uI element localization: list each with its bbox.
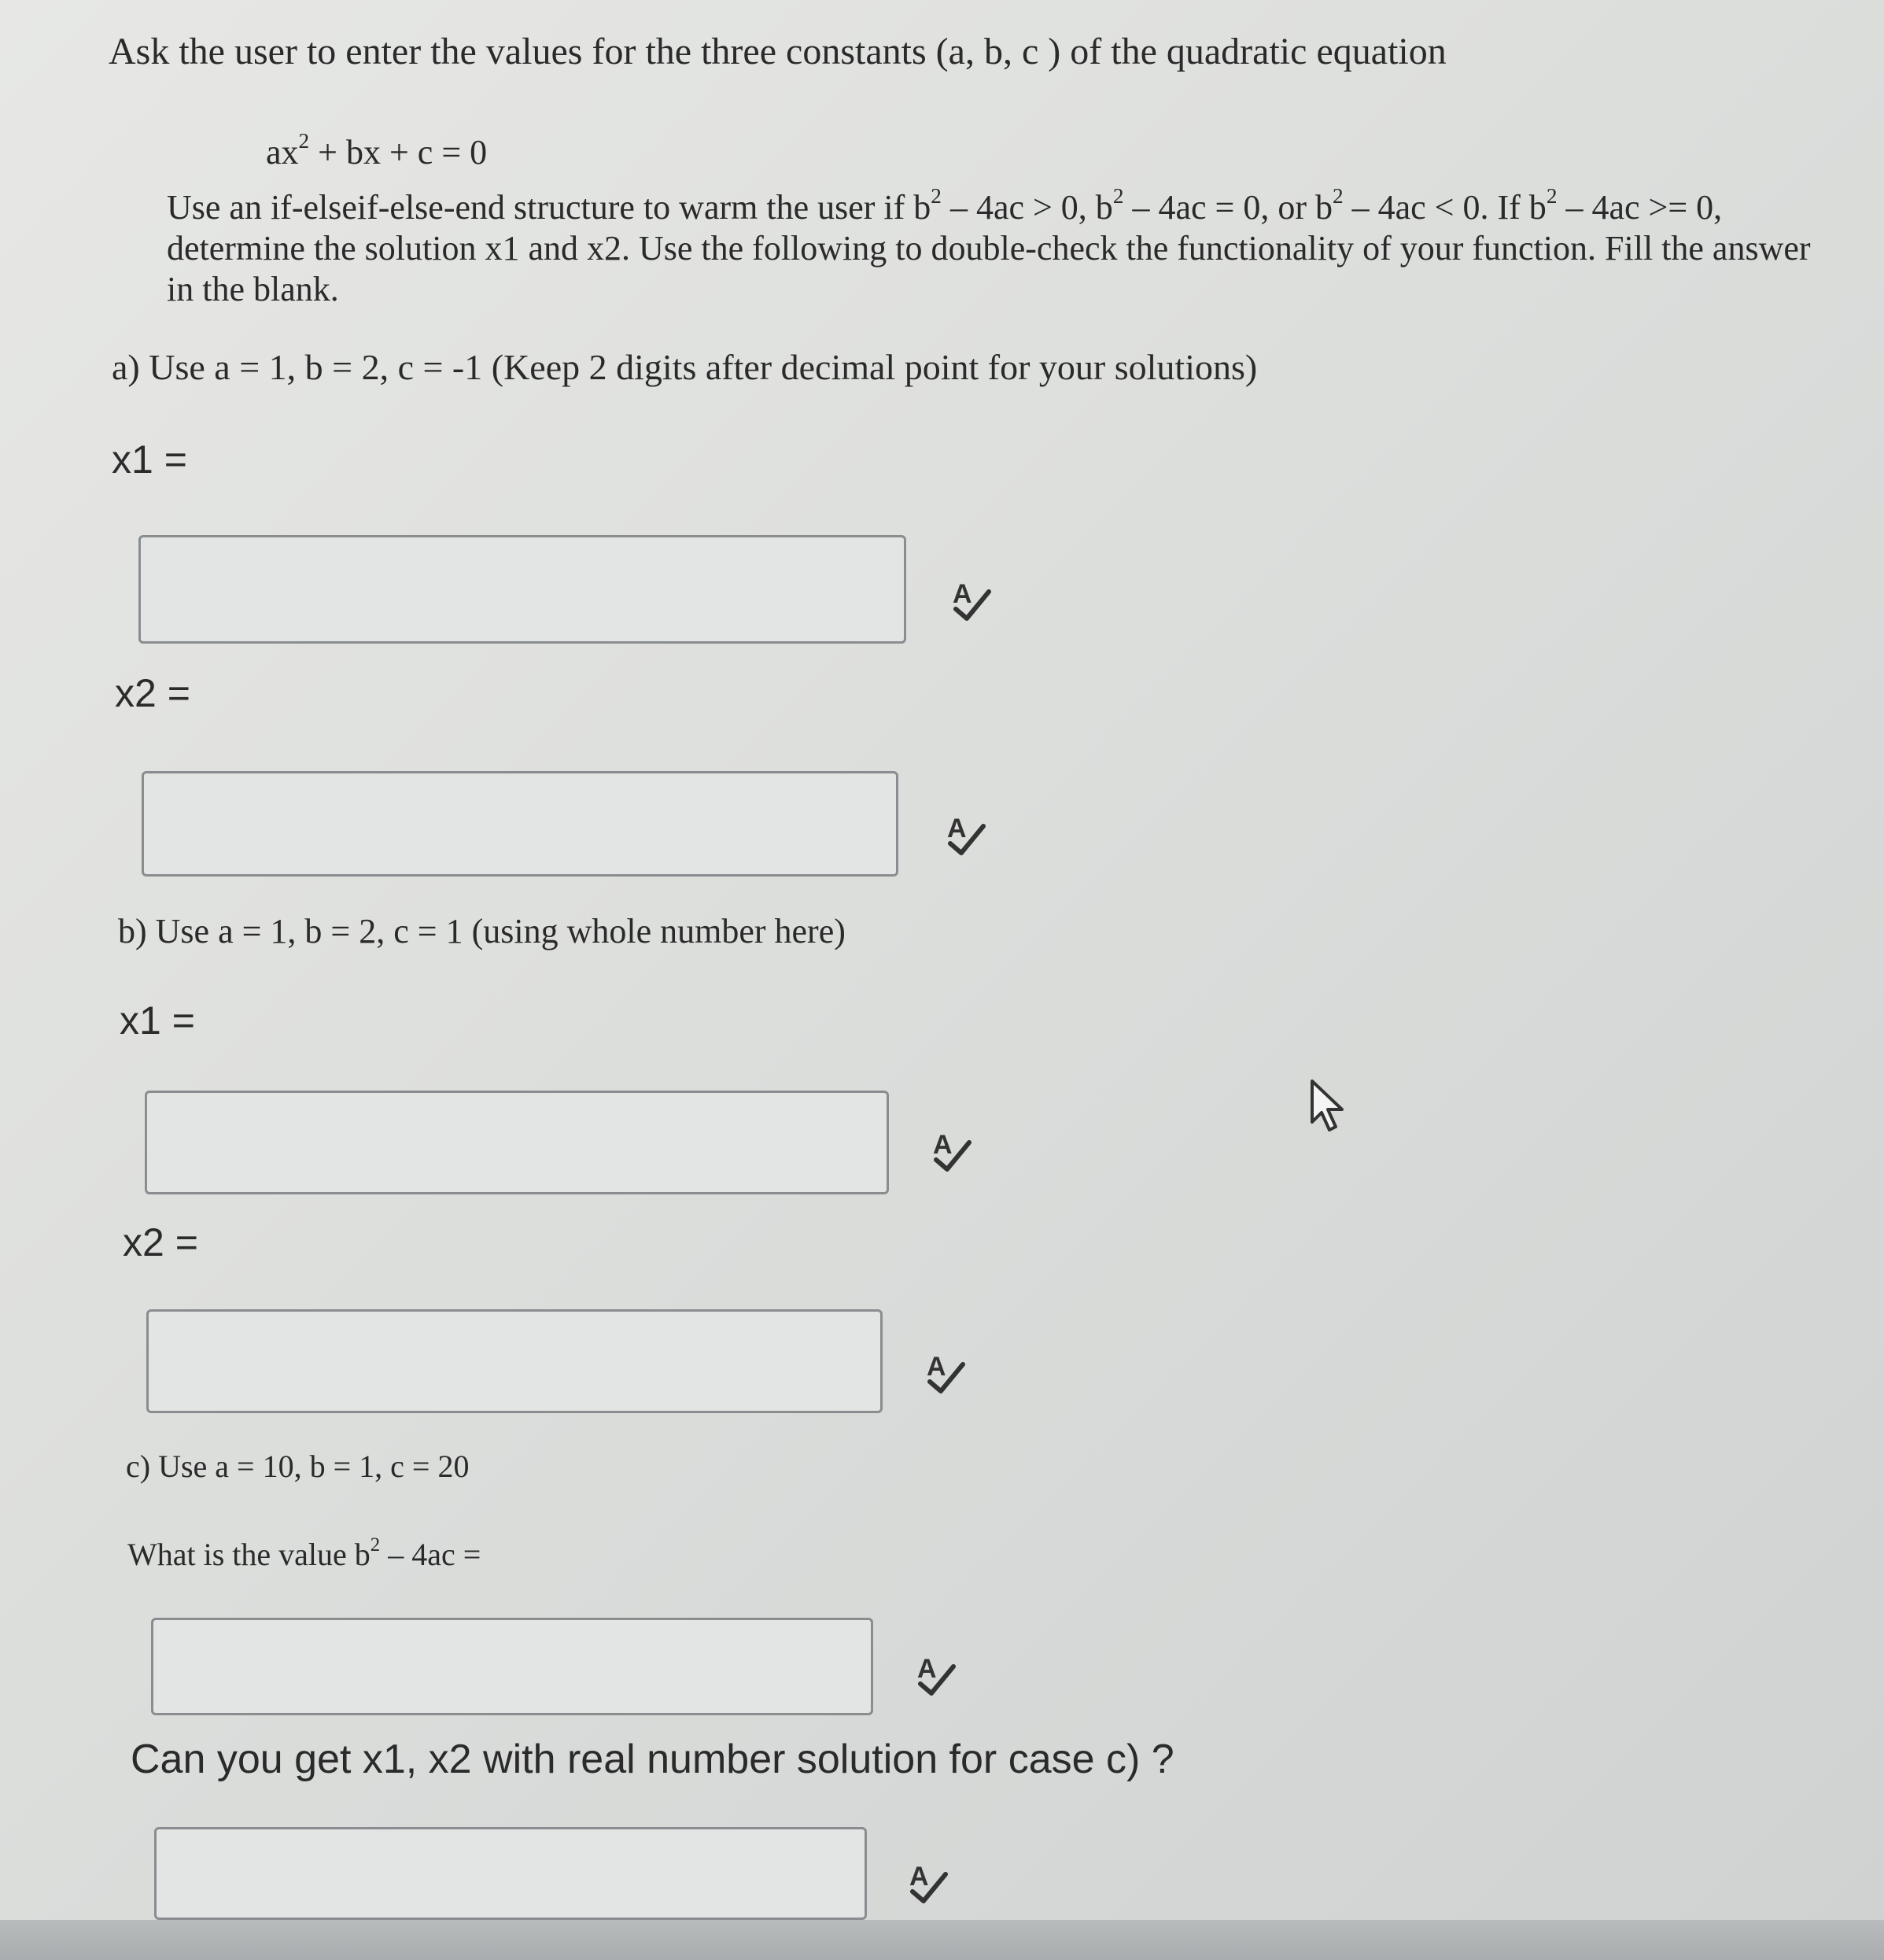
part-b-label: b) Use a = 1, b = 2, c = 1 (using whole number here): [118, 912, 846, 950]
disc-post: – 4ac =: [380, 1537, 481, 1572]
svg-text:A: A: [933, 1130, 953, 1160]
part-b-x2-input[interactable]: [146, 1309, 883, 1413]
part-b-x2-label: x2 =: [123, 1220, 198, 1264]
part-c-discriminant-input[interactable]: [151, 1618, 873, 1715]
part-c-real-solution-input[interactable]: [154, 1827, 867, 1920]
quadratic-equation: [266, 129, 488, 172]
instr-text-4: – 4ac < 0. If b: [1343, 188, 1547, 227]
part-c-label: c) Use a = 10, b = 1, c = 20: [126, 1449, 470, 1484]
svg-text:A: A: [953, 579, 972, 609]
instr-sup-4: 2: [1546, 184, 1558, 209]
screen-bottom-edge: [0, 1920, 1884, 1960]
real-solution-question: Can you get x1, x2 with real number solution for case c) ?: [131, 1737, 1174, 1782]
instructions-paragraph: [167, 184, 1834, 310]
spellcheck-icon[interactable]: [928, 1125, 975, 1176]
spellcheck-icon[interactable]: [913, 1649, 960, 1700]
svg-text:A: A: [909, 1862, 929, 1892]
instr-text-5: – 4ac >= 0, determine the solution x1 and x2. Use the following to double-check the functionality of your function. Fill the answer in the blank.: [167, 188, 1811, 308]
disc-sup: 2: [370, 1534, 381, 1556]
disc-pre: What is the value b: [127, 1537, 371, 1572]
spellcheck-icon[interactable]: [942, 809, 990, 859]
equation-pre: ax: [266, 133, 299, 172]
instr-text-3: – 4ac = 0, or b: [1123, 188, 1333, 227]
question-intro: Ask the user to enter the values for the three constants (a, b, c ) of the quadratic equation: [109, 31, 1447, 72]
equation-post: + bx + c = 0: [309, 133, 488, 172]
equation-exponent: 2: [298, 129, 310, 153]
instr-sup-1: 2: [931, 184, 942, 209]
part-b-x1-label: x1 =: [120, 998, 195, 1043]
instr-text-2: – 4ac > 0, b: [941, 188, 1113, 227]
mouse-pointer-icon: [1307, 1078, 1348, 1135]
part-a-x2-label: x2 =: [115, 671, 190, 715]
discriminant-question: [127, 1536, 481, 1573]
svg-text:A: A: [947, 814, 967, 843]
part-a-label: a) Use a = 1, b = 2, c = -1 (Keep 2 digits after decimal point for your solutions): [112, 347, 1258, 387]
spellcheck-icon[interactable]: [922, 1347, 969, 1397]
part-a-x1-input[interactable]: [138, 535, 906, 644]
instr-sup-3: 2: [1332, 184, 1344, 209]
spellcheck-icon[interactable]: [948, 574, 995, 625]
instr-sup-2: 2: [1112, 184, 1124, 209]
svg-text:A: A: [927, 1352, 946, 1382]
spellcheck-icon[interactable]: [905, 1857, 952, 1907]
svg-text:A: A: [917, 1654, 937, 1684]
part-b-x1-input[interactable]: [145, 1091, 889, 1194]
instr-text-1: Use an if-elseif-else-end structure to warm the user if b: [167, 188, 931, 227]
part-a-x2-input[interactable]: [142, 771, 898, 877]
part-a-x1-label: x1 =: [112, 437, 187, 482]
